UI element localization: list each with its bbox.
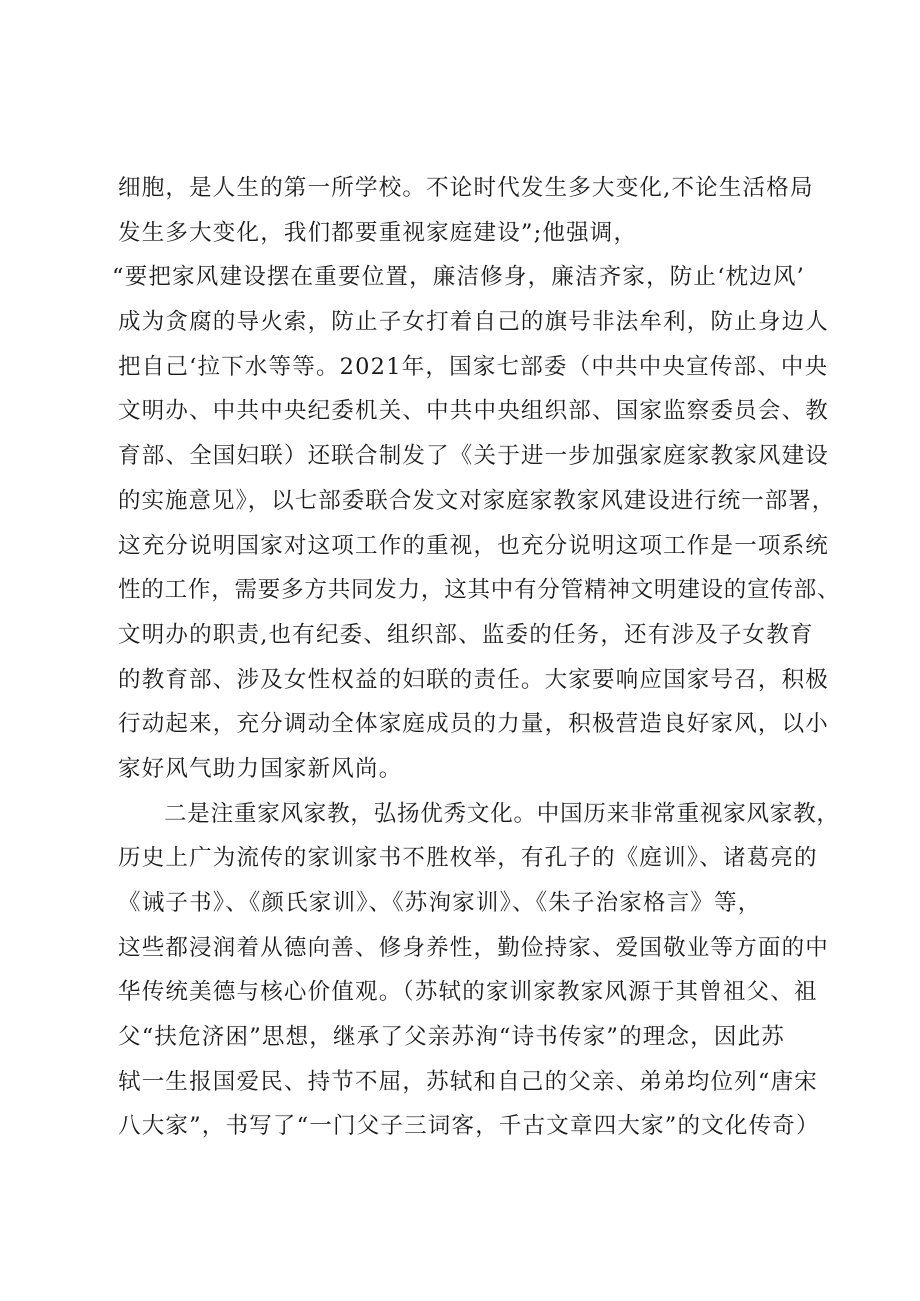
text-line: 华传统美德与核心价值观。（苏轼的家训家教家风源于其曾祖父、祖: [118, 979, 818, 1006]
text-line: 历史上广为流传的家训家书不胜枚举，有孔子的《庭训》、诸葛亮的: [118, 845, 818, 872]
text-line: 轼一生报国爱民、持节不屈，苏轼和自己的父亲、弟弟均位列“唐宋: [118, 1068, 819, 1095]
paragraph-start-line: 二是注重家风家教，弘扬优秀文化。中国历来非常重视家风家教，: [164, 800, 840, 827]
text-line: 《诫子书》、《颜氏家训》、《苏洵家训》、《朱子治家格言》等，: [118, 890, 762, 916]
text-line: 这充分说明国家对这项工作的重视，也充分说明这项工作是一项系统: [118, 532, 830, 559]
body-text: [112, 166, 841, 1149]
text-line: 成为贪腐的导火索，防止子女打着自己的旗号非法牟利，防止身边人: [118, 309, 830, 336]
text-line: 的实施意见》，以七部委联合发文对家庭家教家风建设进行统一部署，: [118, 487, 836, 514]
text-line: 的教育部、涉及女性权益的妇联的责任。大家要响应国家号召，积极: [118, 666, 830, 693]
text-line: 发生多大变化，我们都要重视家庭建设”;他强调，: [118, 219, 638, 246]
text-line: “要把家风建设摆在重要位置，廉洁修身，廉洁齐家，防止‘枕边风’: [112, 264, 806, 291]
text-line: 细胞，是人生的第一所学校。不论时代发生多大变化,不论生活格局: [118, 175, 814, 201]
text-line: 行动起来，充分调动全体家庭成员的力量，积极营造良好家风，以小: [118, 711, 830, 738]
text-line: 把自己‘拉下水等等。2021年，国家七部委（中共中央宣传部、中央: [118, 353, 829, 380]
text-line: 育部、全国妇联）还联合制发了《关于进一步加强家庭家教家风建设: [118, 443, 830, 470]
text-line: 家好风气助力国家新风尚。: [118, 755, 403, 782]
text-line: 性的工作，需要多方共同发力，这其中有分管精神文明建设的宣传部、: [118, 577, 841, 604]
text-line: 八大家”，书写了“一门父子三词客，千古文章四大家”的文化传奇）: [118, 1113, 820, 1140]
text-line: 父“扶危济困”思想，继承了父亲苏洵“诗书传家”的理念，因此苏: [118, 1024, 786, 1051]
text-line: 这些都浸润着从德向善、修身养性，勤俭持家、爱国敬业等方面的中: [118, 934, 830, 961]
text-line: 文明办、中共中央纪委机关、中共中央组织部、国家监察委员会、教: [118, 398, 830, 425]
text-line: 文明办的职责,也有纪委、组织部、监委的任务，还有涉及子女教育: [118, 621, 814, 648]
